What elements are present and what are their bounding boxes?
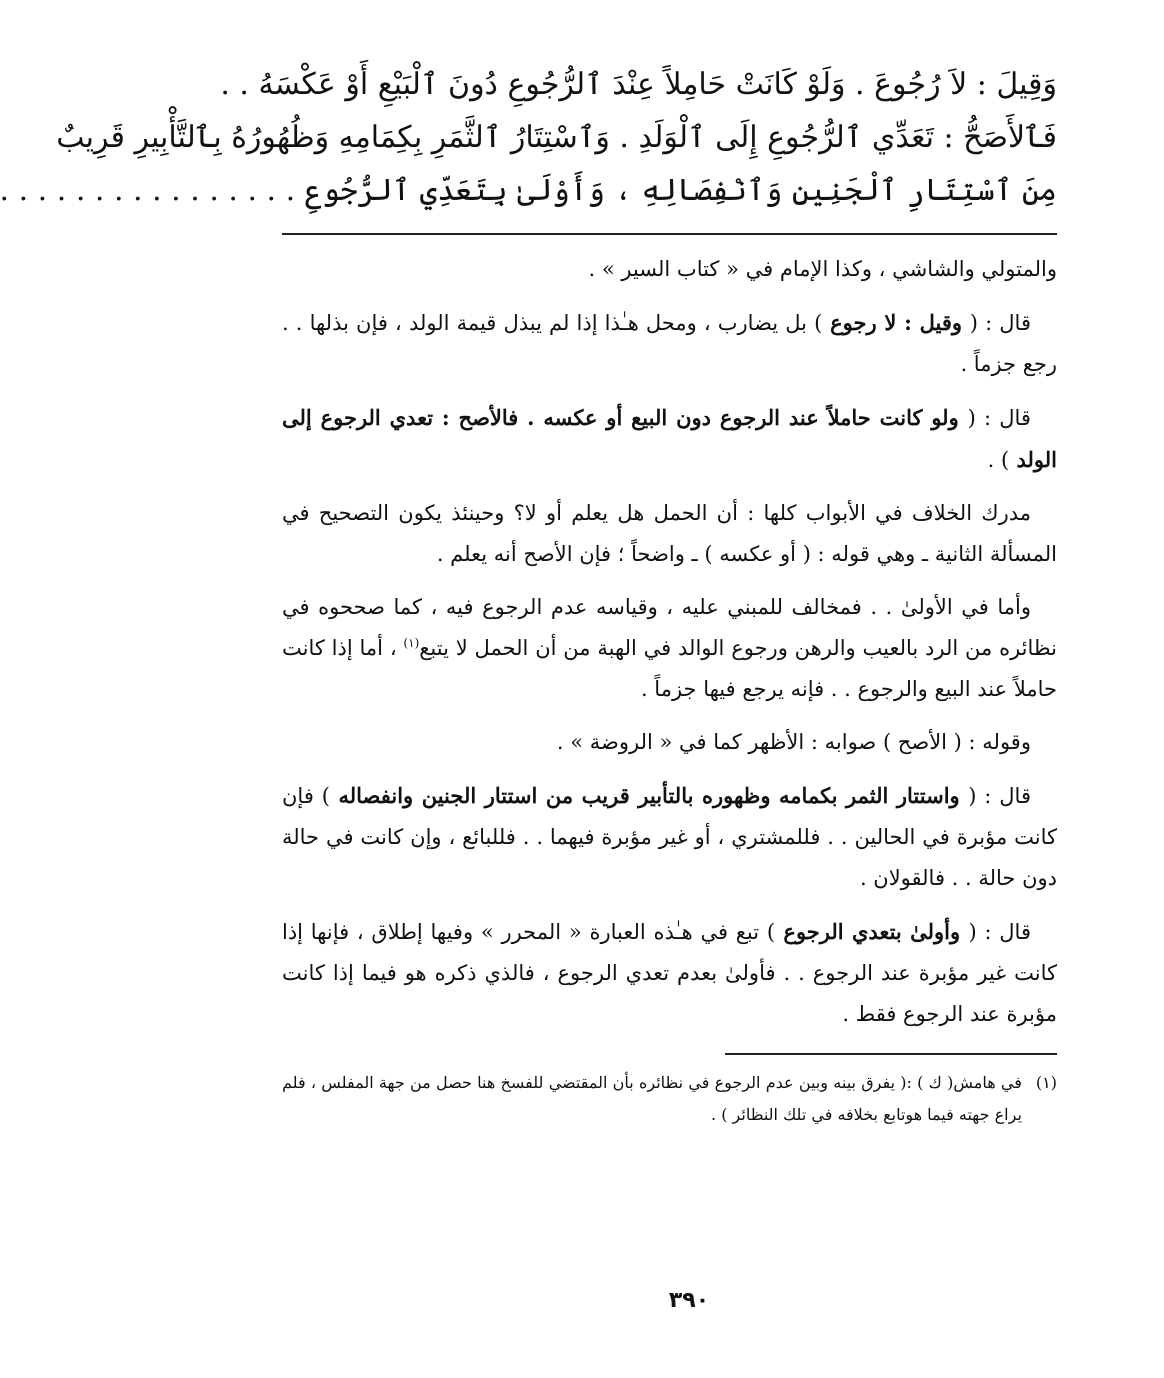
page-number: ٣٩٠ bbox=[668, 1288, 710, 1313]
paragraph-text: ، أما إذا كانت حاملاً عند البيع والرجوع . . فإنه يرجع فيها جزماً . bbox=[282, 636, 1057, 701]
paragraph-text: ) بل يضارب ، ومحل هـٰذا إذا لم يبذل قيمة الولد ، فإن بذلها . . رجع جزماً . bbox=[282, 311, 1057, 376]
footnote-number: (١) bbox=[1035, 1073, 1057, 1092]
commentary-paragraph bbox=[282, 722, 1057, 763]
commentary-paragraph bbox=[282, 397, 1057, 481]
quote-open: قال : ( bbox=[968, 920, 1031, 944]
quoted-matn: واستتار الثمر بكمامه وظهوره بالتأبير قريب من استتار الجنين وانفصاله bbox=[329, 783, 969, 808]
paragraph-text: ) تبع في هـٰذه العبارة « المحرر » وفيها إطلاق ، فإنها إذا كانت غير مؤبرة عند الرجوع . . فأولىٰ بعدم تعدي الرجوع ، فالذي ذكره هو فيما إذا كانت مؤبرة عند الرجوع فقط . bbox=[282, 920, 1057, 1026]
commentary-block bbox=[282, 249, 1057, 1035]
main-text-line: فَٱلأَصَحُّ : تَعَدِّي ٱلرُّجُوعِ إِلَى ٱلْوَلَدِ . وَٱسْتِتَارُ ٱلثَّمَرِ بِكِمَامِهِ وَظُهُورُهُ بِٱلتَّأْبِيرِ قَرِيبٌ bbox=[56, 120, 1057, 155]
quoted-matn: ولو كانت حاملاً عند الرجوع دون البيع أو عكسه . فالأصح : تعدي الرجوع إلى الولد bbox=[282, 405, 1057, 472]
commentary-paragraph bbox=[282, 587, 1057, 710]
quote-open: قال : ( bbox=[969, 311, 1031, 335]
separator-rule bbox=[282, 233, 1057, 235]
footnote-reference[interactable]: (١) bbox=[403, 636, 420, 650]
commentary-paragraph bbox=[282, 249, 1057, 290]
quoted-matn: وأولىٰ بتعدي الرجوع bbox=[775, 919, 969, 944]
paragraph-text: ) فإن كانت مؤبرة في الحالين . . فللمشتري ، أو غير مؤبرة فيهما . . فللبائع ، وإن كانت في حالة دون حالة . . فالقولان . bbox=[282, 784, 1057, 890]
footnote bbox=[282, 1067, 1057, 1131]
main-text-block bbox=[0, 58, 1057, 217]
paragraph-text: ) . bbox=[987, 448, 1010, 472]
paragraph-text: والمتولي والشاشي ، وكذا الإمام في « كتاب السير » . bbox=[588, 257, 1057, 281]
quoted-matn: وقيل : لا رجوع bbox=[822, 310, 970, 335]
commentary-paragraph bbox=[282, 302, 1057, 385]
quote-open: قال : ( bbox=[968, 784, 1031, 808]
paragraph-text: وأما في الأولىٰ . . فمخالف للمبني عليه ، وقياسه عدم الرجوع فيه ، كما صححوه في نظائره من الرد بالعيب والرهن ورجوع الوالد في الهبة من أن الحمل لا يتبع bbox=[282, 595, 1057, 660]
main-text-line: وَقِيلَ : لاَ رُجُوعَ . وَلَوْ كَانَتْ حَامِلاً عِنْدَ ٱلرُّجُوعِ دُونَ ٱلْبَيْعِ أَوْ عَكْسَهُ . . bbox=[220, 67, 1057, 102]
main-text-line: مِنَ ٱسْتِتَارِ ٱلْجَنِينِ وَٱنْفِصَالِهِ ، وَأَوْلَىٰ بِتَعَدِّي ٱلرُّجُوعِ . . . . . . . . . . . . . . . . bbox=[0, 173, 1057, 208]
footnote-text: في هامش( ك ) :( يفرق بينه وبين عدم الرجوع في نظائره بأن المقتضي للفسخ هنا حصل من جهة المفلس ، فلم يراع جهته فيما هوتابع بخلافه في تلك النظائر ) . bbox=[282, 1073, 1022, 1124]
paragraph-text: مدرك الخلاف في الأبواب كلها : أن الحمل هل يعلم أو لا؟ وحينئذ يكون التصحيح في المسألة الثانية ـ وهي قوله : ( أو عكسه ) ـ واضحاً ؛ فإن الأصح أنه يعلم . bbox=[282, 501, 1057, 566]
footnote-separator bbox=[725, 1053, 1057, 1055]
commentary-paragraph bbox=[282, 911, 1057, 1035]
commentary-paragraph bbox=[282, 775, 1057, 899]
paragraph-text: وقوله : ( الأصح ) صوابه : الأظهر كما في « الروضة » . bbox=[556, 730, 1031, 754]
page-body bbox=[0, 58, 1057, 1131]
commentary-paragraph bbox=[282, 493, 1057, 575]
quote-open: قال : ( bbox=[967, 406, 1031, 430]
